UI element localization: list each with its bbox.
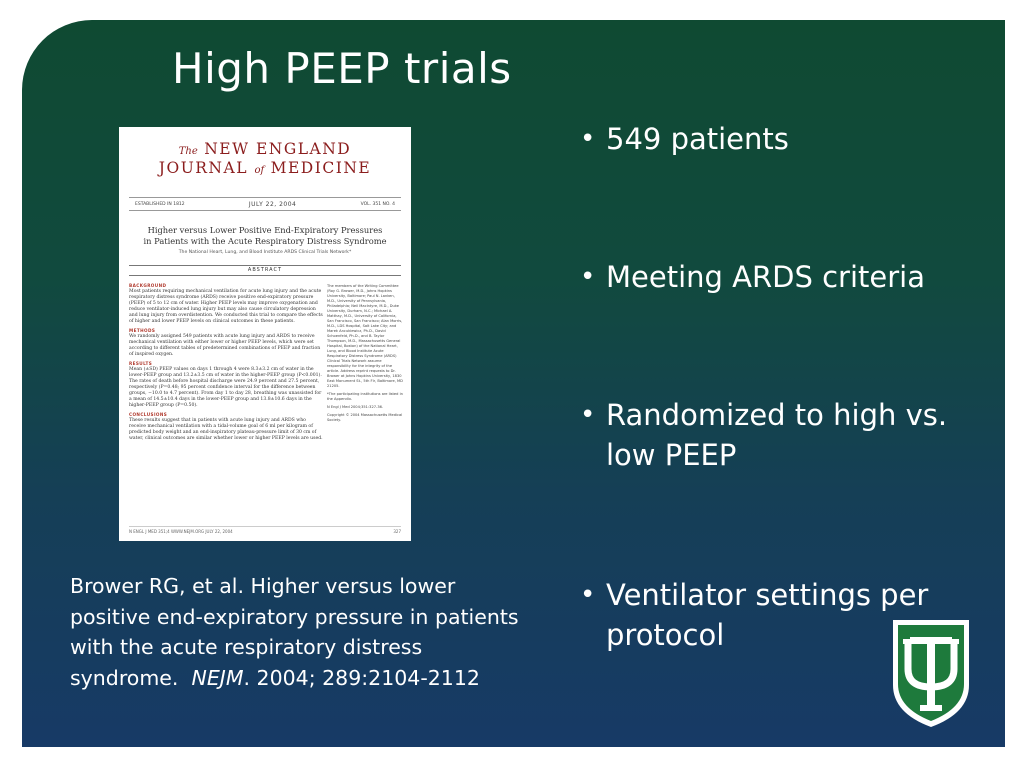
- article-footer: N ENGL J MED 351;4 WWW.NEJM.ORG JULY 22, 2004 327: [129, 526, 401, 534]
- masthead-line1: NEW ENGLAND: [204, 140, 352, 158]
- established-label: ESTABLISHED IN 1812: [135, 201, 185, 207]
- abstract-section-heading: CONCLUSIONS: [129, 412, 168, 417]
- slide-title: High PEEP trials: [172, 44, 512, 93]
- masthead-the: The: [178, 146, 198, 157]
- volume-label: VOL. 351 NO. 4: [360, 201, 395, 207]
- citation: Brower RG, et al. Higher versus lower positive end-expiratory pressure in patients with the acute respiratory distress syndrome. NEJM. 2004; 289:2104-2112: [70, 574, 519, 690]
- abstract-label: ABSTRACT: [129, 265, 401, 276]
- abstract-section-heading: BACKGROUND: [129, 283, 167, 288]
- page-number: 327: [393, 529, 401, 534]
- abstract-section-heading: METHODS: [129, 328, 156, 333]
- author-side-note: The members of the Writing Committee (Roy G. Brower, M.D., Johns Hopkins University, Baltimore; Paul N. Lanken, M.D., University of Pennsylvania, Philadelphia; Neil MacIntyre, M.D., Duke University, Durham, N.C.; Michael A. Matthay, M.D., University of California, San Francisco, San Francisco; Alan Morris, M.D., LDS Hospital, Salt Lake City; and Marek Ancukiewicz, Ph.D., David Schoenfeld, Ph.D., and B. Taylor Thompson, M.D., Massachusetts General Hospital, Boston) of the National Heart, Lung, and Blood Institute Acute Respiratory Distress Syndrome (ARDS) Clinical Trials Network assume responsibility for the integrity of the article. Address reprint requests to Dr. Brower at Johns Hopkins University, 1830 East Monument St., 5th Flr, Baltimore, MD 21205. *The participating institutions are listed in the Appendix. N Engl J Med 2004;351:327-36. Copyright © 2004 Massachusetts Medical Society.: [327, 284, 403, 422]
- abstract-body: [129, 280, 323, 442]
- bullet-icon: •: [580, 400, 596, 430]
- bullet-item: • Randomized to high vs. low PEEP: [582, 395, 982, 475]
- bullet-item: • 549 patients: [582, 119, 982, 159]
- slide-background: [22, 20, 1005, 747]
- abstract-section-text: These results suggest that in patients with acute lung injury and ARDS who receive mechanical ventilation with a tidal-volume goal of 6 ml per kilogram of predicted body weight and an end-inspiratory plateau-pressure limit of 30 cm of water, clinical outcomes are similar whether lower or higher PEEP levels are used.: [129, 418, 323, 441]
- journal-name: NEJM: [191, 665, 244, 690]
- university-shield-logo-icon: [890, 617, 972, 729]
- journal-article-thumbnail: [119, 127, 411, 541]
- journal-masthead: [119, 141, 411, 179]
- article-title: Higher versus Lower Positive End-Expiratory Pressures in Patients with the Acute Respiratory Distress Syndrome: [143, 225, 387, 246]
- bullet-icon: •: [580, 262, 596, 292]
- masthead-medicine: MEDICINE: [270, 159, 372, 177]
- bullet-icon: •: [580, 124, 596, 154]
- bullet-item: • Ventilator settings per protocol: [582, 575, 982, 655]
- masthead-journal: JOURNAL: [158, 159, 248, 177]
- bullet-item: • Meeting ARDS criteria: [582, 257, 982, 297]
- abstract-section-text: We randomly assigned 549 patients with acute lung injury and ARDS to receive mechanical ventilation with either lower or higher PEEP levels, which were set according to different tables of predetermined combinations of PEEP and fraction of inspired oxygen.: [129, 334, 321, 357]
- article-authors: The National Heart, Lung, and Blood Institute ARDS Clinical Trials Network*: [178, 250, 352, 255]
- masthead-of: of: [254, 165, 265, 176]
- issue-date: JULY 22, 2004: [248, 200, 297, 208]
- abstract-section-text: Most patients requiring mechanical ventilation for acute lung injury and the acute respiratory distress syndrome (ARDS) receive positive end-expiratory pressure (PEEP) of 5 to 12 cm of water. Higher PEEP levels may improve oxygenation and reduce ventilator-induced lung injury but may also cause circulatory depression and lung injury from overdistention. We conducted this trial to compare the effects of higher and lower PEEP levels on clinical outcomes in these patients.: [129, 289, 323, 324]
- abstract-section-heading: RESULTS: [129, 361, 153, 366]
- bullet-icon: •: [580, 580, 596, 610]
- abstract-section-text: Mean (±SD) PEEP values on days 1 through 4 were 8.3±3.2 cm of water in the lower-PEEP group and 13.2±3.5 cm of water in the higher-PEEP group (P<0.001). The rates of death before hospital discharge were 24.9 percent and 27.5 percent, respectively (P=0.48; 95 percent confidence interval for the difference between groups, −10.0 to 4.7 percent). From day 1 to day 28, breathing was unassisted for a mean of 14.5±10.4 days in the lower-PEEP group and 13.8±10.6 days in the higher-PEEP group (P=0.50).: [129, 367, 322, 408]
- issue-meta-bar: [129, 197, 401, 211]
